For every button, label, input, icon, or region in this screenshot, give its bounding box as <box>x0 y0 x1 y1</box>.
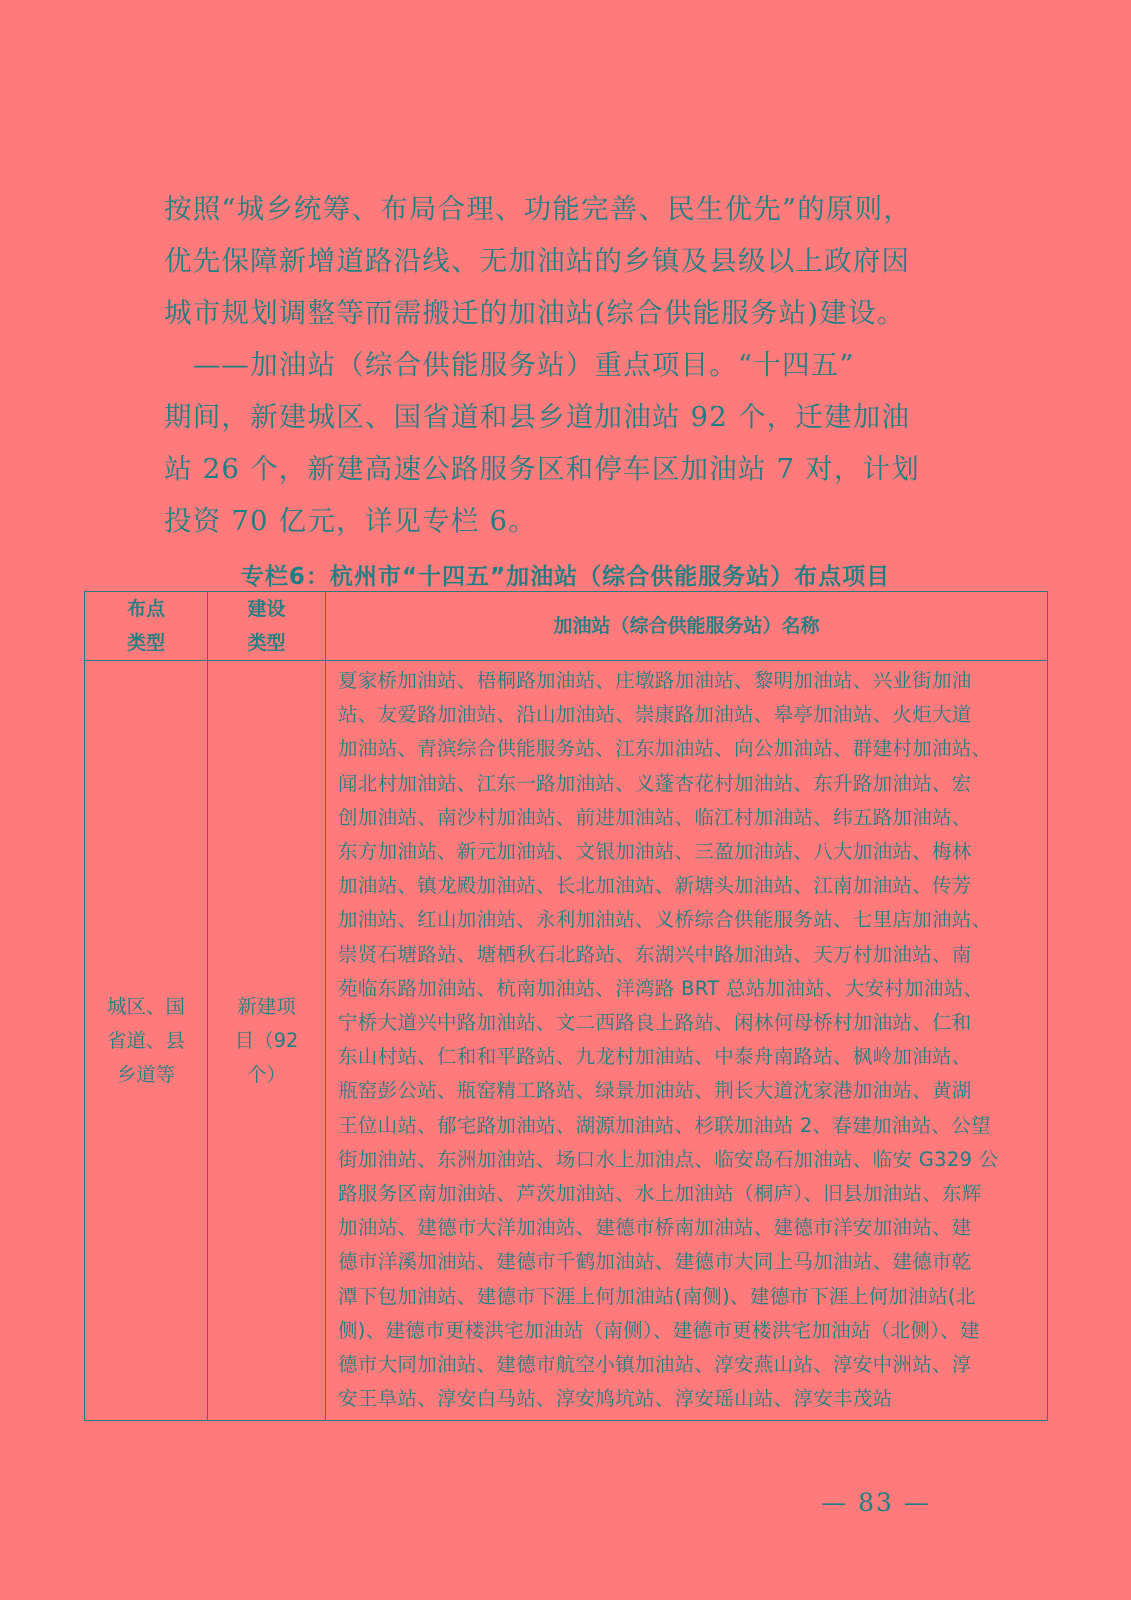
station-line: 苑临东路加油站、杭南加油站、洋湾路 BRT 总站加油站、大安村加油站、 <box>338 976 984 1000</box>
paragraph-line: 城市规划调整等而需搬迁的加油站(综合供能服务站)建设。 <box>164 297 906 329</box>
station-line: 加油站、青滨综合供能服务站、江东加油站、向公加油站、群建村加油站、 <box>338 737 992 761</box>
station-line: 夏家桥加油站、梧桐路加油站、庄墩路加油站、黎明加油站、兴业街加油 <box>338 669 972 692</box>
cell-layout-type <box>85 661 208 1421</box>
station-line: 街加油站、东洲加油站、场口水上加油点、临安岛石加油站、临安 G329 公 <box>338 1147 999 1171</box>
paragraph-line: 期间，新建城区、国省道和县乡道加油站 92 个，迁建加油 <box>164 401 911 433</box>
station-table <box>84 591 1048 1421</box>
cell-line: 个） <box>246 1062 286 1086</box>
cell-line: 城区、国 <box>106 994 185 1018</box>
station-line: 加油站、建德市大洋加油站、建德市桥南加油站、建德市洋安加油站、建 <box>338 1216 972 1240</box>
header-station-name: 加油站（综合供能服务站）名称 <box>326 592 1048 661</box>
station-line: 加油站、红山加油站、永利加油站、义桥综合供能服务站、七里店加油站、 <box>338 908 992 932</box>
cell-line: 乡道等 <box>116 1062 176 1086</box>
station-line: 宁桥大道兴中路加油站、文二西路良上路站、闲林何母桥村加油站、仁和 <box>338 1011 972 1035</box>
header-line: 建设 <box>247 598 286 620</box>
station-line: 闻北村加油站、江东一路加油站、义蓬杏花村加油站、东升路加油站、宏 <box>338 771 972 795</box>
header-line: 类型 <box>126 632 165 654</box>
header-build-type <box>208 592 326 661</box>
station-line: 侧)、建德市更楼洪宅加油站（南侧）、建德市更楼洪宅加油站（北侧）、建 <box>338 1318 980 1342</box>
station-line: 瓶窑彭公站、瓶窑精工路站、绿景加油站、荆长大道沈家港加油站、黄湖 <box>338 1079 972 1103</box>
paragraph-line: 优先保障新增道路沿线、无加油站的乡镇及县级以上政府因 <box>164 245 911 277</box>
table-caption: 专栏6：杭州市“十四五”加油站（综合供能服务站）布点项目 <box>240 564 891 590</box>
station-line: 创加油站、南沙村加油站、前进加油站、临江村加油站、纬五路加油站、 <box>338 805 972 829</box>
cell-station-names <box>326 661 1048 1421</box>
station-line: 崇贤石塘路站、塘栖秋石北路站、东湖兴中路加油站、天万村加油站、南 <box>338 942 972 966</box>
station-line: 德市大同加油站、建德市航空小镇加油站、淳安燕山站、淳安中洲站、淳 <box>338 1353 972 1377</box>
table-header-row <box>85 592 1048 661</box>
cell-line: 新建项 <box>237 994 296 1018</box>
station-line: 安王阜站、淳安白马站、淳安鸠坑站、淳安瑶山站、淳安丰茂站 <box>338 1387 893 1411</box>
station-line: 王位山站、郁宅路加油站、湖源加油站、杉联加油站 2、春建加油站、公望 <box>338 1113 991 1137</box>
station-line: 东山村站、仁和和平路站、九龙村加油站、中泰舟南路站、枫岭加油站、 <box>338 1045 972 1069</box>
paragraph-principle <box>164 183 970 339</box>
paragraph-line: 按照“城乡统筹、布局合理、功能完善、民生优先”的原则， <box>164 193 913 225</box>
cell-line: 目（92 <box>234 1028 299 1052</box>
header-line: 类型 <box>247 632 286 654</box>
cell-line: 省道、县 <box>106 1028 185 1052</box>
header-layout-type <box>85 592 208 661</box>
station-line: 潭下包加油站、建德市下涯上何加油站(南侧)、建德市下涯上何加油站(北 <box>338 1284 976 1308</box>
paragraph-line: 站 26 个，新建高速公路服务区和停车区加油站 7 对，计划 <box>164 453 920 485</box>
paragraph-line: ——加油站（综合供能服务站）重点项目。“十四五” <box>164 349 855 381</box>
page-number: — 83 — <box>821 1488 931 1517</box>
station-line: 加油站、镇龙殿加油站、长北加油站、新塘头加油站、江南加油站、传芳 <box>338 874 972 898</box>
station-line: 路服务区南加油站、芦茨加油站、水上加油站（桐庐）、旧县加油站、东辉 <box>338 1182 982 1206</box>
station-line: 德市洋溪加油站、建德市千鹤加油站、建德市大同上马加油站、建德市乾 <box>338 1250 972 1274</box>
paragraph-key-projects <box>164 339 970 547</box>
header-line: 布点 <box>126 598 165 620</box>
cell-build-type <box>208 661 326 1421</box>
station-line: 东方加油站、新元加油站、文银加油站、三盈加油站、八大加油站、梅林 <box>338 840 972 864</box>
table-row <box>85 661 1048 1421</box>
station-line: 站、友爱路加油站、沿山加油站、崇康路加油站、皋亭加油站、火炬大道 <box>338 703 972 727</box>
paragraph-line: 投资 70 亿元，详见专栏 6。 <box>164 505 537 537</box>
